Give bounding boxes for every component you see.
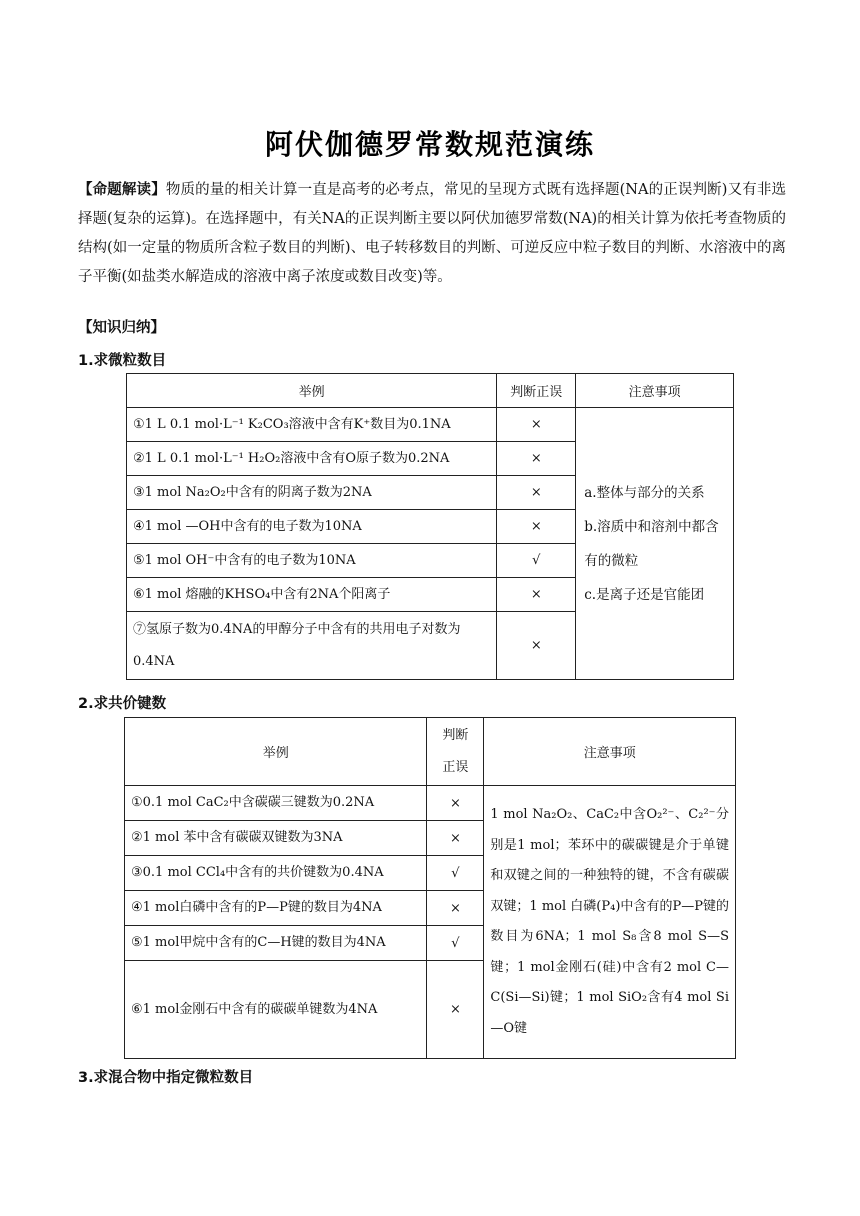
- example-cell: ①1 L 0.1 mol·L⁻¹ K₂CO₃溶液中含有K⁺数目为0.1NA: [127, 408, 497, 442]
- example-cell: ④1 mol白磷中含有的P—P键的数目为4NA: [125, 891, 427, 926]
- table1-header-judge: 判断正误: [497, 374, 576, 408]
- table2-header-row: [125, 718, 736, 786]
- judge-cell: √: [427, 926, 484, 961]
- note-a: a.整体与部分的关系: [584, 484, 705, 501]
- judge-cell: ×: [497, 442, 576, 476]
- example-cell: ⑤1 mol OH⁻中含有的电子数为10NA: [127, 544, 497, 578]
- judge-cell: ×: [497, 612, 576, 680]
- example-cell: ⑤1 mol甲烷中含有的C—H键的数目为4NA: [125, 926, 427, 961]
- covalent-bond-table: [124, 717, 736, 1059]
- judge-cell: ×: [427, 786, 484, 821]
- example-cell: ⑦氢原子数为0.4NA的甲醇分子中含有的共用电子对数为0.4NA: [127, 612, 497, 680]
- intro-text: 物质的量的相关计算一直是高考的必考点，常见的呈现方式既有选择题(NA的正误判断)又有非选择题(复杂的运算)。在选择题中，有关NA的正误判断主要以阿伏加德罗常数(NA)的相关计算为依托考查物质的结构(如一定量的物质所含粒子数目的判断)、电子转移数目的判断、可逆反应中粒子数目的判断、水溶液中的离子平衡(如盐类水解造成的溶液中离子浓度或数目改变)等。: [78, 182, 786, 285]
- particle-count-table: [126, 373, 734, 680]
- example-cell: ④1 mol —OH中含有的电子数为10NA: [127, 510, 497, 544]
- table2-header-example: 举例: [125, 718, 427, 786]
- note-b: b.溶质中和溶剂中都含有的微粒: [584, 518, 719, 569]
- example-cell: ②1 L 0.1 mol·L⁻¹ H₂O₂溶液中含有O原子数为0.2NA: [127, 442, 497, 476]
- judge-cell: ×: [427, 821, 484, 856]
- note-c: c.是离子还是官能团: [584, 586, 705, 603]
- table1-header-row: [127, 374, 734, 408]
- intro-label: 【命题解读】: [78, 182, 166, 198]
- page-title: 阿伏伽德罗常数规范演练: [264, 128, 595, 161]
- table1-header-notes: 注意事项: [576, 374, 734, 408]
- example-cell: ①0.1 mol CaC₂中含碳碳三键数为0.2NA: [125, 786, 427, 821]
- table1-notes-cell: [576, 408, 734, 680]
- judge-cell: ×: [427, 891, 484, 926]
- section2-heading: 2.求共价键数: [78, 696, 167, 712]
- table2-notes-cell: 1 mol Na₂O₂、CaC₂中含O₂²⁻、C₂²⁻分别是1 mol；苯环中的碳碳键是介于单键和双键之间的一种独特的键，不含有碳碳双键；1 mol 白磷(P₄)中含有的P—P键的数目为6NA；1 mol S₈含8 mol S—S键；1 mol金刚石(硅)中含有2 mol C—C(Si—Si)键；1 mol SiO₂含有4 mol Si—O键: [484, 786, 736, 1059]
- section3-heading: 3.求混合物中指定微粒数目: [78, 1070, 254, 1086]
- table-row: [125, 786, 736, 821]
- example-cell: ③1 mol Na₂O₂中含有的阴离子数为2NA: [127, 476, 497, 510]
- example-cell: ⑥1 mol 熔融的KHSO₄中含有2NA个阳离子: [127, 578, 497, 612]
- example-cell: ③0.1 mol CCl₄中含有的共价键数为0.4NA: [125, 856, 427, 891]
- judge-cell: ×: [497, 510, 576, 544]
- table2-header-judge: 判断正误: [427, 718, 484, 786]
- judge-cell: ×: [427, 961, 484, 1059]
- table-row: [127, 408, 734, 442]
- example-cell: ②1 mol 苯中含有碳碳双键数为3NA: [125, 821, 427, 856]
- intro-paragraph: [78, 176, 786, 292]
- example-cell: ⑥1 mol金刚石中含有的碳碳单键数为4NA: [125, 961, 427, 1059]
- judge-cell: ×: [497, 476, 576, 510]
- judge-cell: ×: [497, 578, 576, 612]
- knowledge-heading: 【知识归纳】: [78, 320, 165, 336]
- section1-heading: 1.求微粒数目: [78, 353, 167, 369]
- judge-cell: √: [427, 856, 484, 891]
- table1-header-example: 举例: [127, 374, 497, 408]
- judge-cell: ×: [497, 408, 576, 442]
- judge-cell: √: [497, 544, 576, 578]
- table2-header-notes: 注意事项: [484, 718, 736, 786]
